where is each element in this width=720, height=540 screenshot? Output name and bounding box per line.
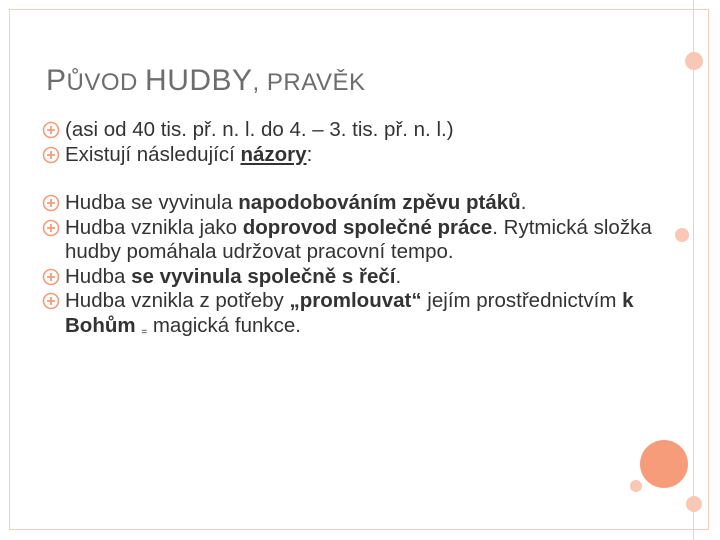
decorative-vertical-line	[693, 0, 694, 540]
plus-bullet-icon	[42, 292, 60, 310]
bullet-text: :	[306, 142, 313, 166]
bullet-emphasis: „promlouvat“	[289, 289, 422, 312]
title-part: P	[46, 64, 67, 97]
bullet-text: jejím prostřednictvím	[421, 289, 623, 312]
bullet-emphasis: doprovod společné práce	[242, 215, 493, 239]
list-item	[42, 265, 662, 290]
plus-bullet-icon	[42, 268, 60, 286]
bullet-text: Hudba se vyvinula	[65, 191, 239, 214]
bullet-list	[42, 118, 662, 345]
list-item	[42, 216, 662, 265]
decorative-circle	[686, 496, 702, 512]
plus-bullet-icon	[42, 121, 60, 139]
bullet-text: . Rytmická složka hudby pomáhala udržovat pracovní tempo.	[65, 215, 652, 263]
bullet-emphasis: názory	[240, 142, 307, 166]
bullet-emphasis: k Bohům	[65, 289, 634, 337]
list-item	[42, 191, 662, 216]
bullet-text: Hudba	[65, 264, 132, 288]
decorative-circle	[685, 52, 703, 70]
plus-bullet-icon	[42, 146, 60, 164]
list-item	[42, 118, 662, 143]
bullet-text: Existují následující	[65, 142, 241, 166]
bullet-text: .	[395, 264, 402, 288]
decorative-circle	[630, 480, 642, 492]
slide-title	[46, 64, 365, 98]
decorative-circle	[675, 228, 689, 242]
title-part: , PRAVĚK	[252, 69, 366, 96]
bullet-text: (asi od 40 tis. př. n. l. do 4. – 3. tis. př. n. l.)	[65, 118, 454, 141]
equals-sign: =	[141, 326, 148, 338]
plus-bullet-icon	[42, 194, 60, 212]
bullet-text: magická funkce.	[147, 313, 301, 337]
bullet-text: Hudba vznikla jako	[65, 215, 243, 239]
list-item	[42, 289, 662, 345]
title-part: HUDBY	[145, 64, 253, 97]
title-part: ŮVOD	[66, 69, 146, 96]
list-item	[42, 143, 662, 168]
decorative-circle	[640, 440, 688, 488]
plus-bullet-icon	[42, 219, 60, 237]
bullet-emphasis: napodobováním zpěvu ptáků	[238, 191, 521, 214]
bullet-text: .	[520, 191, 527, 214]
bullet-emphasis: se vyvinula společně s řečí	[131, 264, 396, 288]
bullet-text: Hudba vznikla z potřeby	[65, 289, 290, 312]
